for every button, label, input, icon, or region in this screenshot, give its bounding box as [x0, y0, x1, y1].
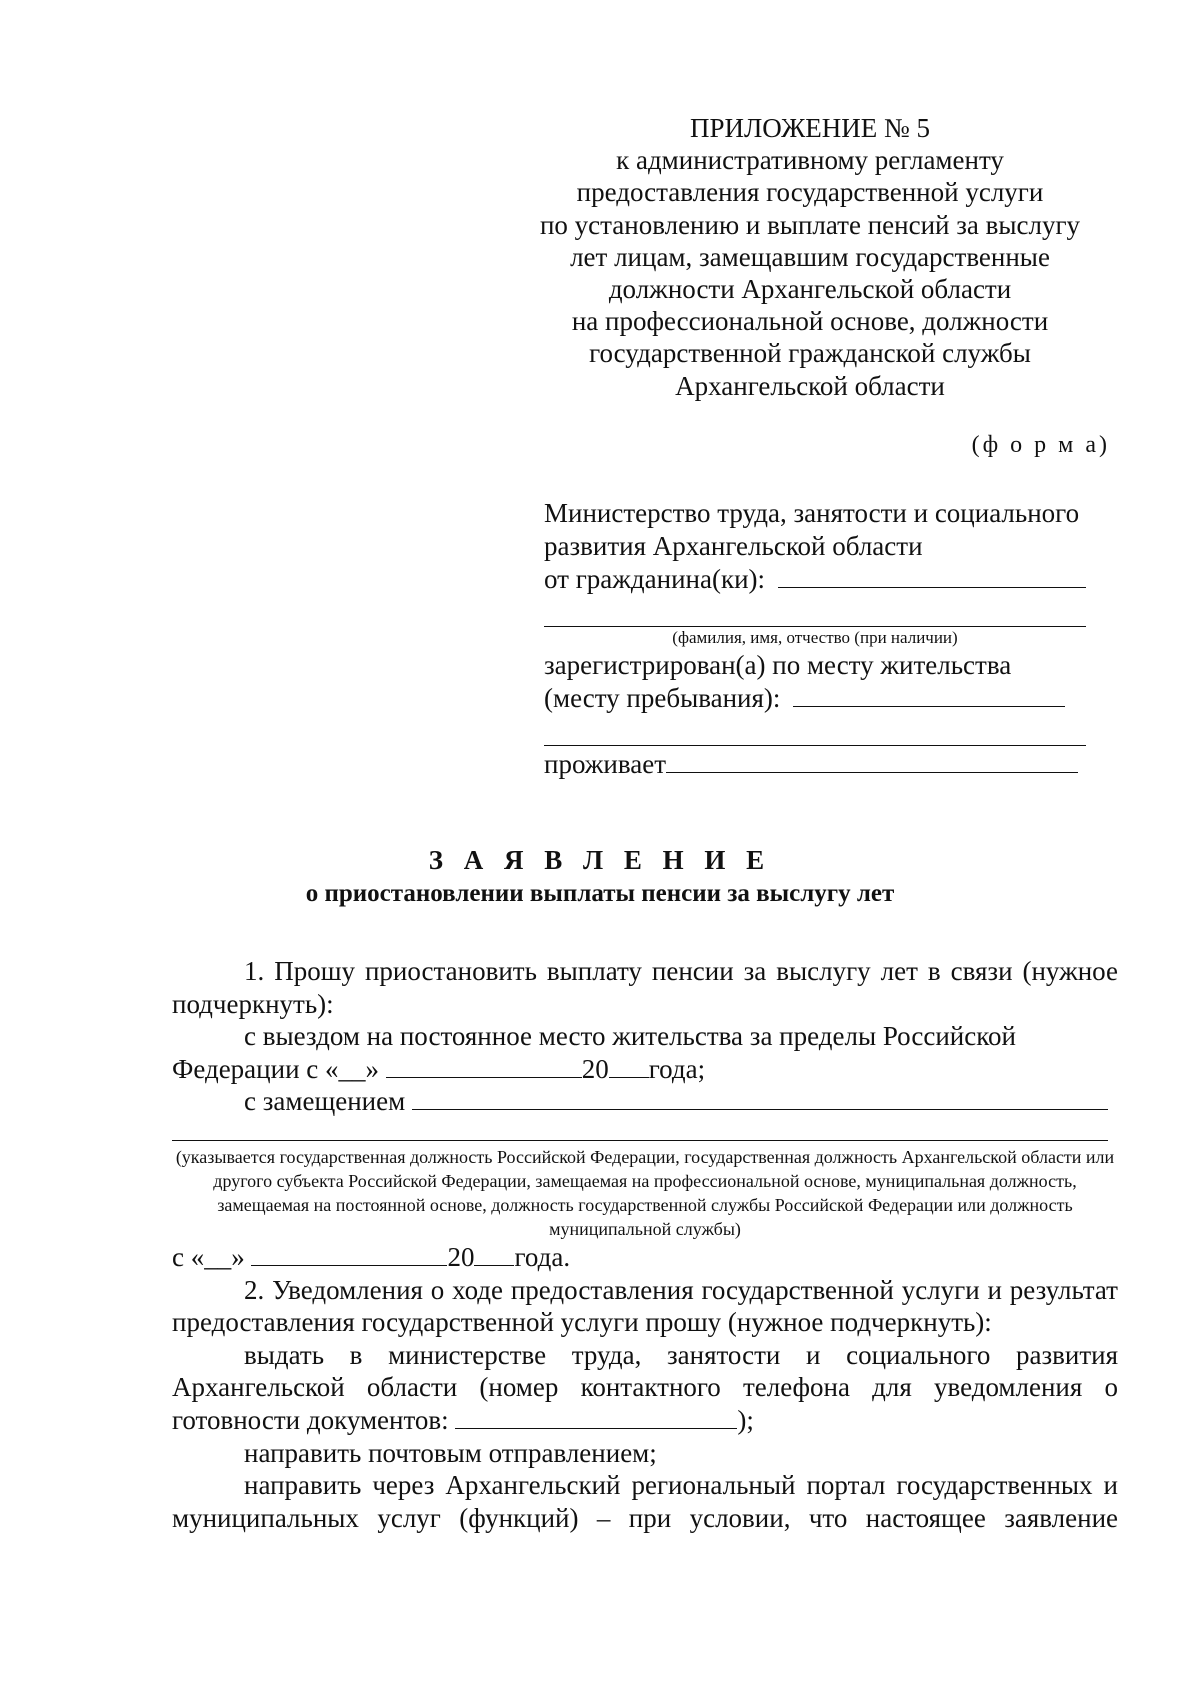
replacement-date-suffix: года. — [514, 1241, 571, 1272]
from-citizen-row — [544, 563, 1084, 596]
replacement-year-prefix: 20 — [447, 1241, 475, 1272]
lives-row — [544, 748, 1084, 781]
paragraph-1a: с выездом на постоянное место жительства за пределы Российской — [244, 1021, 1016, 1052]
departure-date-suffix: года; — [648, 1053, 706, 1084]
citizen-name-field[interactable] — [778, 565, 1086, 588]
appendix-line: к административному регламенту — [616, 145, 1004, 176]
title-main: З А Я В Л Е Н И Е — [428, 845, 772, 875]
replacement-month-field[interactable] — [251, 1243, 447, 1266]
replacement-year-field[interactable] — [474, 1243, 514, 1266]
addressee-block — [544, 497, 1084, 781]
departure-year-prefix: 20 — [581, 1053, 609, 1084]
appendix-line: лет лицам, замещавшим государственные — [570, 241, 1050, 272]
departure-month-field[interactable] — [386, 1055, 582, 1078]
position-field-line2[interactable] — [172, 1128, 1108, 1141]
form-label: (ф о р м а) — [971, 432, 1110, 458]
appendix-line: по установлению и выплате пенсий за выслугу — [539, 209, 1081, 240]
residence-address-field[interactable] — [666, 750, 1078, 773]
registration-address-field-line2[interactable] — [544, 721, 1086, 746]
registered-line-1: зарегистрирован(а) по месту жительства — [544, 650, 1012, 680]
registration-address-field[interactable] — [793, 684, 1065, 707]
paragraph-1b — [172, 1053, 1118, 1086]
contact-phone-field[interactable] — [455, 1406, 737, 1429]
appendix-line: на профессиональной основе, должности — [571, 306, 1049, 337]
ministry-pickup-end: ); — [737, 1404, 754, 1435]
departure-date-prefix: Федерации с «__» — [172, 1053, 386, 1084]
document-title — [0, 843, 1200, 911]
replacement-prefix: с замещением — [244, 1086, 412, 1117]
appendix-line: ПРИЛОЖЕНИЕ № 5 — [689, 113, 931, 143]
application-body — [172, 955, 1118, 1534]
paragraph-2a — [172, 1339, 1118, 1437]
ministry-pickup-text: выдать в министерстве труда, занятости и социального развития Архангельской области (номер контактного телефона для уведомления о готовности документов: — [172, 1339, 1118, 1435]
paragraph-2: 2. Уведомления о ходе предоставления государственной услуги и результат предоставления государственной услуги прошу (нужное подчеркнуть): — [172, 1274, 1118, 1338]
from-citizen-label: от гражданина(ки): — [544, 564, 766, 594]
appendix-line: Архангельской области — [675, 370, 945, 401]
ministry-line-1: Министерство труда, занятости и социального — [544, 498, 1080, 528]
appendix-line: предоставления государственной услуги — [576, 177, 1044, 208]
paragraph-1d — [172, 1241, 1118, 1274]
replacement-date-prefix: с «__» — [172, 1241, 252, 1272]
position-caption: (указывается государственная должность Российской Федерации, государственная должность Архангельской области или другого субъекта Российской Федерации, замещаемая на профессиональной основе, муниципальная должность, замещаемая на постоянной основе, должность государственной службы Российской Федерации или должность муниципальной службы) — [175, 1146, 1115, 1239]
registered-row — [544, 682, 1084, 715]
ministry-line-2: развития Архангельской области — [544, 531, 923, 561]
registered-line-2: (месту пребывания): — [544, 683, 781, 713]
name-caption: (фамилия, имя, отчество (при наличии) — [672, 628, 958, 647]
lives-label: проживает — [544, 749, 667, 779]
paragraph-2b: направить почтовым отправлением; — [244, 1437, 657, 1468]
paragraph-1: 1. Прошу приостановить выплату пенсии за выслугу лет в связи (нужное подчеркнуть): — [172, 956, 1118, 1019]
title-subtitle: о приостановлении выплаты пенсии за выслугу лет — [305, 880, 895, 907]
position-field[interactable] — [412, 1087, 1108, 1110]
citizen-name-field-line2[interactable] — [544, 602, 1086, 627]
departure-year-field[interactable] — [609, 1055, 649, 1078]
appendix-line: государственной гражданской службы — [589, 338, 1031, 369]
appendix-line: должности Архангельской области — [608, 274, 1012, 305]
paragraph-1c — [172, 1085, 1118, 1118]
paragraph-2c: направить через Архангельский региональный портал государственных и муниципальных услуг (функций) – при условии, что настоящее заявление — [172, 1470, 1118, 1533]
appendix-header — [530, 112, 1090, 402]
